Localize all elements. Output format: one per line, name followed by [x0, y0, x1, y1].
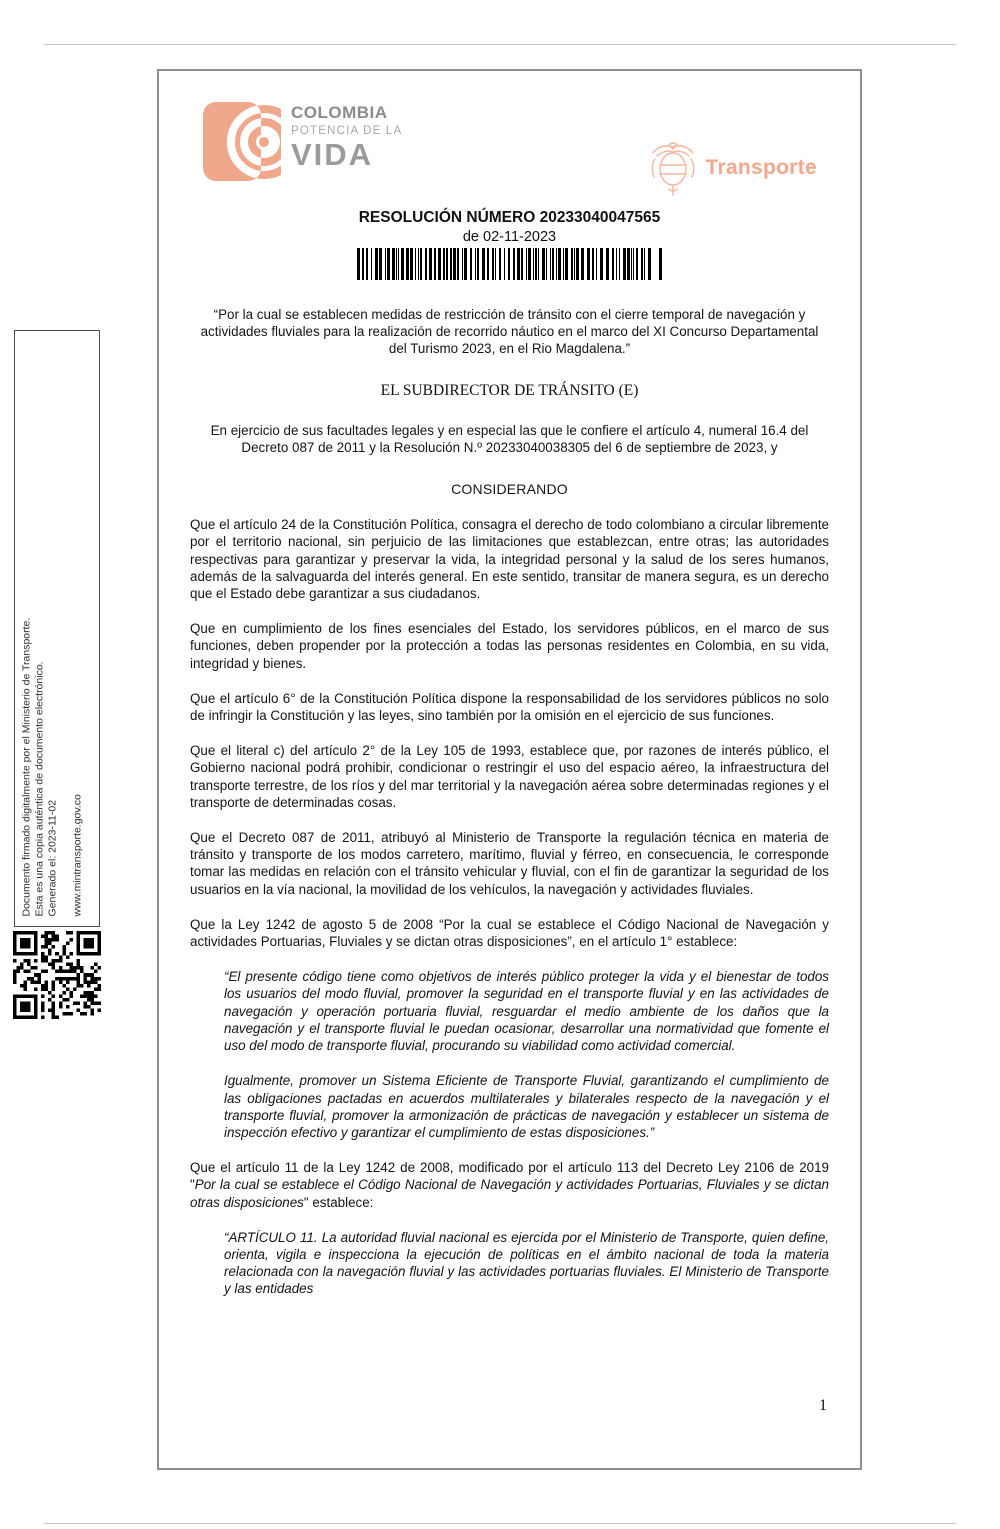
qr-code	[13, 931, 101, 1019]
paragraph-7-pre: Que el artículo 11 de la Ley 1242 de 2008, modificado por el artículo 113 del Decreto Ley 2106 de 2019 "	[190, 1160, 829, 1193]
brand-word: VIDA	[291, 137, 374, 172]
document-sheet	[157, 69, 862, 1470]
barcode	[357, 248, 662, 280]
ministry-label: Transporte	[705, 156, 817, 179]
quote-block-2: Igualmente, promover un Sistema Eficiente de Transporte Fluvial, garantizando el cumplimiento de las obligaciones pactadas en acuerdos multilaterales y bilaterales respecto de la navegación y el transporte fluvial, promover la armonización de prácticas de navegación y establecer un sistema de inspección efectivo y garantizar el cumplimiento de estas disposiciones.”	[224, 1073, 829, 1140]
transport-ministry-logo	[647, 139, 817, 197]
considerando-heading: CONSIDERANDO	[451, 481, 568, 498]
colombia-brand-logo	[203, 101, 402, 183]
paragraph-2: Que en cumplimiento de los fines esenciales del Estado, los servidores públicos, en el marco de sus funciones, deben propender por la protección a todas las personas residentes en Colombia, en su vida, integridad y bienes.	[190, 621, 829, 671]
paragraph-3: Que el artículo 6° de la Constitución Política dispone la responsabilidad de los servidores públicos no solo de infringir la Constitución y las leyes, sino también por la omisión en el ejercicio de sus funciones.	[190, 690, 829, 724]
brand-text	[291, 101, 402, 173]
stamp-line-2: Esta es una copia auténtica de documento electrónico.	[33, 661, 46, 917]
stamp-line-1: Documento firmado digitalmente por el Ministerio de Transporte.	[20, 617, 33, 917]
preamble: En ejercicio de sus facultades legales y en especial las que le confiere el artículo 4, numeral 16.4 del Decreto 087 de 2011 y la Resolución N.º 20233040038305 del 6 de septiembre de 2023, y	[210, 422, 809, 455]
resolution-date: de 02-11-2023	[462, 229, 557, 245]
brand-name: COLOMBIA	[291, 103, 388, 122]
colombia-wave-icon	[203, 101, 281, 183]
paragraph-4: Que el literal c) del artículo 2° de la Ley 105 de 1993, establece que, por razones de interés público, el Gobierno nacional podrá prohibir, condicionar o restringir el uso del espacio aéreo, la infraestructura del transporte terrestre, de los ríos y del mar territorial y la navegación aérea sobre determinadas regiones y el transporte de determinadas cosas.	[190, 743, 829, 810]
quote-block-1: “El presente código tiene como objetivos de interés público proteger la vida y el bienestar de todos los usuarios del modo fluvial, promover la seguridad en el transporte fluvial y en las actividades de navegación y operación portuaria fluvial, resguardar el medio ambiente de los daños que la navegación y el transporte fluvial le puedan ocasionar, desarrollar una normatividad que fomente el uso del modo de transporte fluvial, procurando su viabilidad como actividad comercial.	[224, 969, 829, 1054]
stamp-text	[21, 342, 97, 917]
bottom-divider	[44, 1523, 956, 1524]
resolution-title: RESOLUCIÓN NÚMERO 20233040047565	[358, 209, 661, 226]
top-divider	[44, 44, 956, 45]
resolution-subject: “Por la cual se establecen medidas de restricción de tránsito con el cierre temporal de navegación y actividades fluviales para la realización de recorrido náutico en el marco del XI Concurso Departamental del Turismo 2023, en el Rio Magdalena.”	[200, 307, 819, 357]
issuing-authority: EL SUBDIRECTOR DE TRÁNSITO (E)	[380, 381, 639, 399]
paragraph-5: Que el Decreto 087 de 2011, atribuyó al Ministerio de Transporte la regulación técnica en materia de tránsito y transporte de los modos carretero, marítimo, fluvial y férreo, en consecuencia, le corresponde tomar las medidas en relación con el tránsito vehicular y fluvial, con el fin de garantizar la seguridad de los usuarios en la vía nacional, la movilidad de los vehículos, la navegación y actividades fluviales.	[190, 830, 829, 897]
stamp-line-3: Generado el: 2023-11-02	[46, 799, 59, 917]
barcode-wrap	[190, 248, 829, 285]
digital-signature-stamp	[14, 330, 100, 927]
paragraph-6: Que la Ley 1242 de agosto 5 de 2008 “Por la cual se establece el Código Nacional de Navegación y actividades Portuarias, Fluviales y se dictan otras disposiciones”, en el artículo 1° establece:	[190, 916, 829, 950]
coat-of-arms-icon	[647, 139, 699, 197]
document-header	[203, 101, 817, 197]
paragraph-7	[190, 1159, 829, 1211]
paragraph-1: Que el artículo 24 de la Constitución Política, consagra el derecho de todo colombiano a circular libremente por el territorio nacional, sin perjuicio de las limitaciones que establezcan, entre otras; las autoridades respectivas para garantizar y preservar la vida, la integridad personal y la salud de los seres humanos, además de la salvaguarda del interés general. En este sentido, transitar de manera segura, es un derecho que el Estado debe garantizar a sus ciudadanos.	[190, 517, 829, 602]
page-number: 1	[819, 1397, 827, 1414]
brand-tagline: POTENCIA DE LA	[291, 125, 403, 137]
stamp-url: www.mintransporte.gov.co	[71, 794, 84, 917]
paragraph-7-italic: Por la cual se establece el Código Nacional de Navegación y actividades Portuarias, Fluviales y se dictan otras disposiciones	[190, 1177, 829, 1210]
quote-block-3: “ARTÍCULO 11. La autoridad fluvial nacional es ejercida por el Ministerio de Transporte, quien define, orienta, vigila e inspecciona la ejecución de políticas en el ámbito nacional de toda la materia relacionada con la navegación fluvial y las actividades portuarias fluviales. El Ministerio de Transporte y las entidades	[224, 1229, 829, 1297]
paragraph-7-post: " establece:	[303, 1194, 374, 1210]
